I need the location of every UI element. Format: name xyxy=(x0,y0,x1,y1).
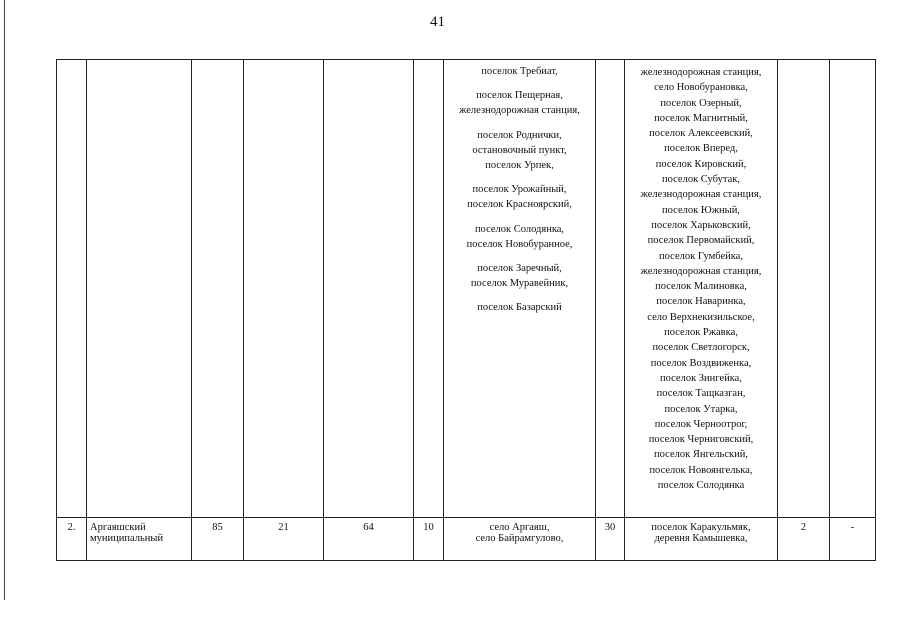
settlement-line: поселок Воздвиженка, xyxy=(650,357,752,369)
value-cell: 21 xyxy=(244,518,324,561)
settlement-line: поселок Магнитный, xyxy=(654,112,748,124)
table-cell xyxy=(778,60,830,518)
settlement-line: поселок Светлогорск, xyxy=(652,342,750,354)
settlement-line: поселок Южный, xyxy=(662,204,740,216)
table-cell xyxy=(244,60,324,518)
settlement-line: железнодорожная станция, xyxy=(640,265,762,277)
table-row xyxy=(57,518,876,561)
table-cell xyxy=(192,60,244,518)
settlement-line: поселок Вперед, xyxy=(664,143,738,155)
settlement-line: поселок Харьковский, xyxy=(651,219,751,231)
settlement-line: поселок Зингейка, xyxy=(660,372,742,384)
name-line: муниципальный xyxy=(90,533,164,544)
settlement-line: поселок Малиновка, xyxy=(655,281,747,293)
group-gap xyxy=(447,252,592,261)
settlements-list-cell xyxy=(625,60,778,518)
settlement-line: поселок Новоянгелька, xyxy=(649,464,753,476)
row-number: 2. xyxy=(57,518,87,561)
settlement-line: железнодорожная станция, xyxy=(459,105,580,117)
settlement-line: поселок Красноярский, xyxy=(467,199,572,211)
settlement-line: поселок Каракульмяк, xyxy=(651,522,751,533)
group-gap xyxy=(447,119,592,128)
settlement-line: поселок Утарка, xyxy=(664,403,738,415)
settlements-table xyxy=(56,59,876,561)
settlement-line: поселок Урпек, xyxy=(485,160,554,172)
municipality-name xyxy=(87,518,192,561)
settlement-line: поселок Янгельский, xyxy=(654,449,748,461)
scan-edge-line xyxy=(4,0,5,600)
table-cell xyxy=(57,60,87,518)
settlement-line: поселок Алексеевский, xyxy=(649,128,753,140)
settlements-list-cell xyxy=(444,518,596,561)
settlement-line: поселок Черноотрог, xyxy=(654,418,748,430)
settlement-line: село Байрамгулово, xyxy=(475,533,564,544)
settlement-line: поселок Пещерная, xyxy=(476,90,563,102)
table-cell xyxy=(87,60,192,518)
settlement-line: поселок Требиат, xyxy=(481,66,558,77)
value-cell: 2 xyxy=(778,518,830,561)
value-cell: 64 xyxy=(324,518,414,561)
settlement-line: поселок Наваринка, xyxy=(656,296,746,308)
settlements-list-cell xyxy=(444,60,596,518)
group-gap xyxy=(447,291,592,300)
table-row xyxy=(57,60,876,518)
settlement-line: поселок Солодянка, xyxy=(474,223,565,235)
value-cell: - xyxy=(830,518,876,561)
settlement-line: село Верхнекизильское, xyxy=(647,311,755,323)
settlement-line: железнодорожная станция, xyxy=(640,67,762,78)
settlement-line: поселок Муравейник, xyxy=(470,278,569,290)
table-cell xyxy=(596,60,625,518)
settlement-line: село Аргаяш, xyxy=(489,522,550,533)
settlement-line: поселок Гумбейка, xyxy=(659,250,743,262)
name-line: Аргаяшский xyxy=(90,522,146,533)
settlement-line: село Новобурановка, xyxy=(654,82,748,94)
settlement-line: поселок Заречный, xyxy=(477,263,562,275)
group-gap xyxy=(447,173,592,182)
settlement-line: железнодорожная станция, xyxy=(640,189,762,201)
settlement-line: поселок Солодянка xyxy=(657,480,745,492)
settlement-line: поселок Черниговский, xyxy=(648,434,754,446)
settlements-list-cell xyxy=(625,518,778,561)
table-cell xyxy=(324,60,414,518)
group-gap xyxy=(447,213,592,222)
group-gap xyxy=(447,79,592,88)
table-cell xyxy=(414,60,444,518)
settlement-line: поселок Тащказган, xyxy=(656,388,746,400)
settlement-line: поселок Ржавка, xyxy=(664,327,738,339)
value-cell: 10 xyxy=(414,518,444,561)
settlement-line: поселок Базарский xyxy=(477,302,562,314)
settlement-line: поселок Кировский, xyxy=(655,158,747,170)
settlement-line: поселок Первомайский, xyxy=(647,235,755,247)
settlement-line: поселок Роднички, xyxy=(477,129,562,141)
settlement-line: остановочный пункт, xyxy=(472,144,567,156)
settlement-line: поселок Озерный, xyxy=(660,97,742,109)
page-number: 41 xyxy=(430,14,445,30)
settlement-line: поселок Урожайный, xyxy=(472,184,567,196)
settlement-line: поселок Субутак, xyxy=(662,174,740,186)
table-cell xyxy=(830,60,876,518)
settlement-line: поселок Новобуранное, xyxy=(466,238,573,250)
value-cell: 30 xyxy=(596,518,625,561)
settlement-line: деревня Камышевка, xyxy=(654,533,748,544)
value-cell: 85 xyxy=(192,518,244,561)
